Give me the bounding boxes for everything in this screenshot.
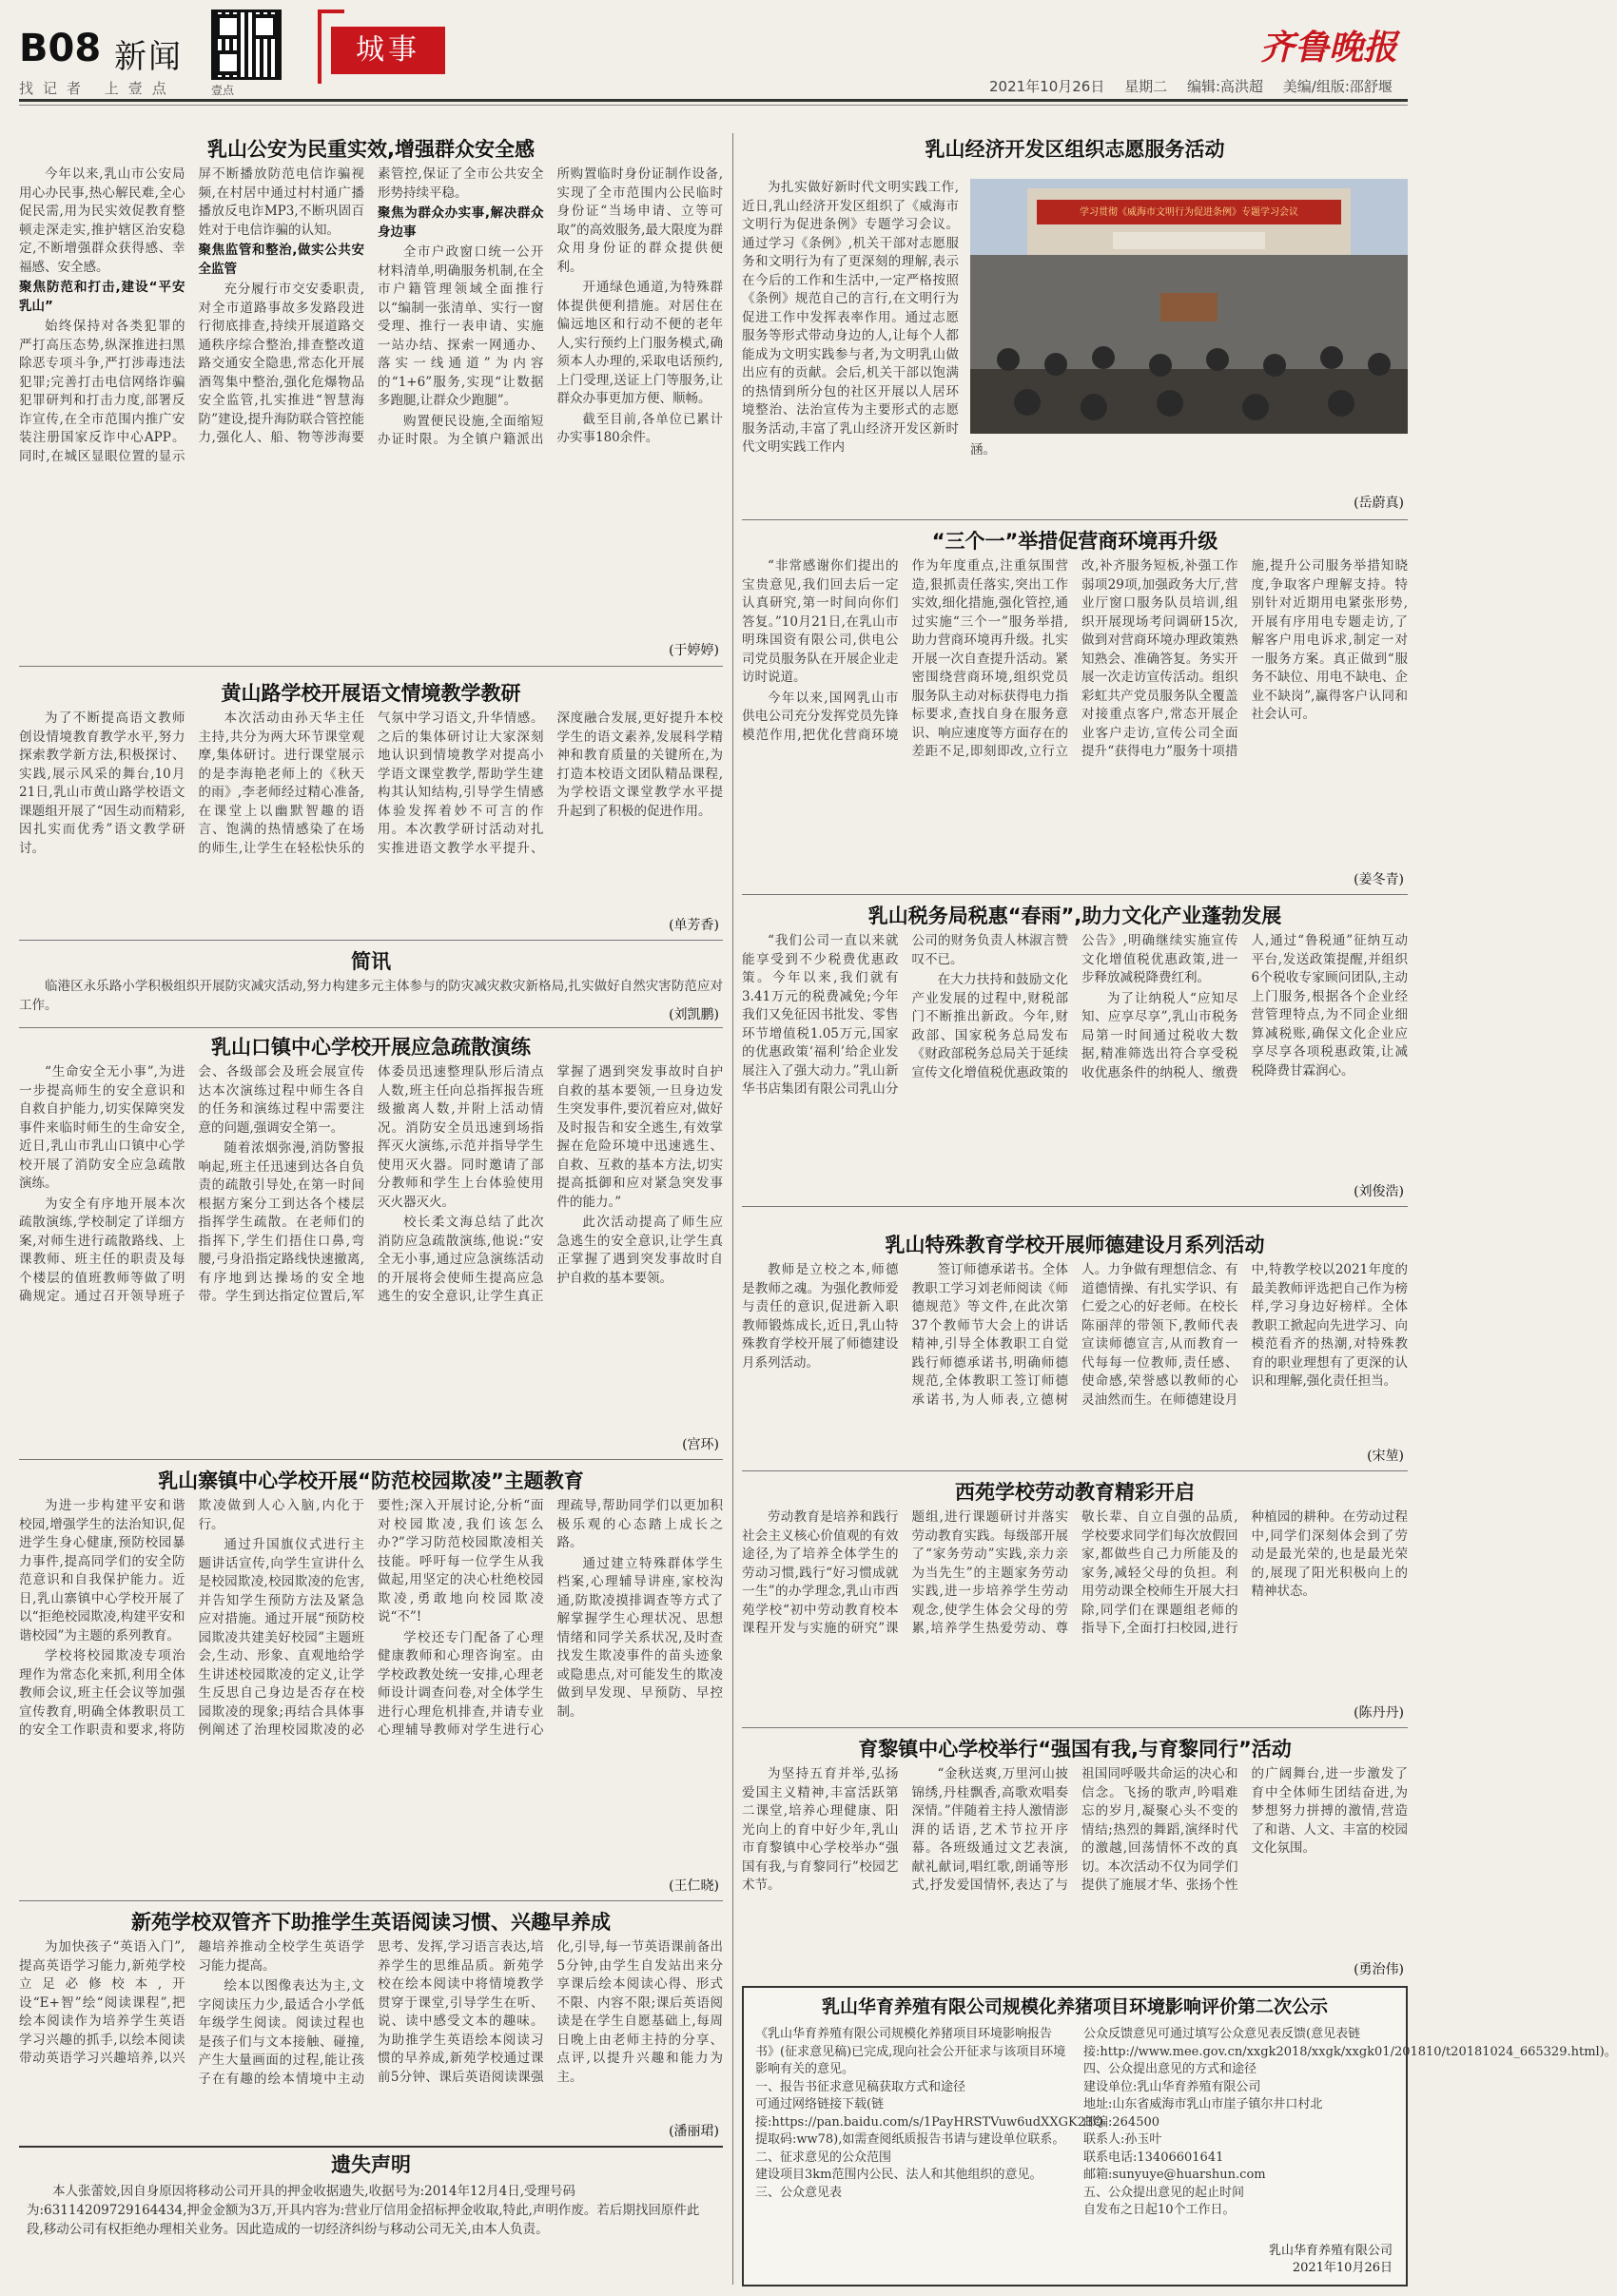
article-subheading: 聚焦为群众办实事,解决群众身边事 bbox=[378, 205, 544, 240]
public-notice-line: 建设单位:乳山华育养殖有限公司 bbox=[1083, 2079, 1261, 2094]
article-title: 乳山公安为民重实效,增强群众安全感 bbox=[207, 138, 535, 161]
public-notice-line: 自发布之日起10个工作日。 bbox=[1083, 2203, 1236, 2217]
article-body bbox=[19, 978, 723, 1018]
public-notice-line: 建设项目3km范围内公民、法人和其他组织的意见。 bbox=[755, 2168, 1042, 2182]
article-byline: (刘俊浩) bbox=[1348, 1181, 1404, 1200]
article-subheading: 聚焦防范和打击,建设“平安乳山” bbox=[19, 280, 185, 314]
public-notice-body bbox=[744, 2026, 1617, 2239]
article-paragraph: 教师是立校之本,师德是教师之魂。为强化教师爱与责任的意识,促进新入职教师锻炼成长,近日,乳山特殊教育学校开展了师德建设月系列活动。 bbox=[742, 1262, 899, 1371]
issue-date: 2021年10月26日 bbox=[989, 78, 1105, 95]
article-paragraph: 截至目前,各单位已累计办实事180余件。 bbox=[556, 411, 723, 445]
article-paragraph: “非常感谢你们提出的宝贵意见,我们回去后一定认真研究,第一时间向你们答复。”10月21日,在乳山市明珠国资有限公司,供电公司党员服务队在开展企业走访时说道。 bbox=[742, 558, 899, 685]
lost-notice-text: 本人张蕾姣,因自身原因将移动公司开具的押金收据遗失,收据号为:2014年12月4日,受理号码为:63114209729164434,押金金额为3万,开具内容为:营业厅信用金招标押金收取,特此,声明作废。若后期找回原件此段,移动公司有权拒绝办理相关业务。因此造成的一切经济纠纷与移动公司无关,由本人负责。 bbox=[27, 2184, 700, 2237]
divider bbox=[742, 1727, 1408, 1728]
public-notice-line: 联系电话:13406601641 bbox=[1083, 2150, 1224, 2165]
column-divider bbox=[732, 133, 733, 2285]
article-paragraph: 本次活动由孙天华主任主持,共分为两大环节课堂观摩,集体研讨。进行课堂展示的是李海艳老师上的《秋天的雨》,李老师经过精心准备,在课堂上以幽默智趣的语言、饱满的热情感染了在场的师生,让学生在轻松快乐的气氛中学习语文,升华情感。之后的集体研讨让大家深刻地认识到情境教学对提高小学语文课堂教学,帮助学生建构其认知结构,引导学生情感体验发挥着妙不可言的作用。本次教学研讨活动对扎实推进语文教学水平提升、深度融合发展,更好提升本校学生的语文素养,发展科学精神和教育质量的关键所在,为打造本校语文团队精品课程,为学校语文课堂教学水平提升起到了积极的促进作用。 bbox=[198, 710, 723, 856]
article-byline: (刘凯鹏) bbox=[663, 1004, 719, 1023]
article-body-continued bbox=[970, 441, 1408, 512]
lost-notice-title: 遗失声明 bbox=[331, 2153, 411, 2176]
public-notice-line: 三、公众意见表 bbox=[755, 2185, 843, 2200]
lost-notice bbox=[19, 2146, 723, 2290]
divider bbox=[19, 940, 723, 941]
article-title: 乳山经济开发区组织志愿服务活动 bbox=[925, 138, 1225, 161]
divider bbox=[742, 1206, 1408, 1207]
article-paragraph: 为安全有序地开展本次疏散演练,学校制定了详细方案,对师生进行疏散路线、上课教师、班主任的职责及每个楼层的值班教师等做了明确规定。通过召开领导班子会、各级部会及班会展宣传达本次演练过程中师生各自的任务和演练过程中需要注意的问题,强调安全第一。 bbox=[19, 1064, 364, 1304]
article-body bbox=[19, 165, 723, 655]
article bbox=[19, 1031, 723, 1455]
article-byline: (姜冬青) bbox=[1348, 869, 1404, 888]
article-byline: (宋堃) bbox=[1361, 1446, 1404, 1465]
article-paragraph: 始终保持对各类犯罪的严打高压态势,纵深推进扫黑除恶专项斗争,严打涉毒违法犯罪;完善打击电信网络诈骗犯罪研判和打击力度,部署反诈宣传,在全市范围内推广安装注册国家反诈中心APP。同时,在城区显眼位置的显示屏不断播放防范电信诈骗视频,在村居中通过村村通广播播放反电诈MP3,不断巩固百姓对于电信诈骗的认知。 bbox=[19, 166, 364, 464]
article-title: 简讯 bbox=[351, 950, 391, 973]
article-paragraph: 为坚持五育并举,弘扬爱国主义精神,丰富活跃第二课堂,培养心理健康、阳光向上的育中好少年,乳山市育黎镇中心学校举办“强国有我,与育黎同行”校园艺术节。 bbox=[742, 1766, 899, 1893]
public-notice-line: 四、公众提出意见的方式和途径 bbox=[1083, 2062, 1257, 2076]
qr-code-icon bbox=[211, 10, 282, 80]
article-body bbox=[742, 1508, 1408, 1718]
public-notice-signer: 乳山华育养殖有限公司 bbox=[1268, 2244, 1393, 2258]
article-title: 乳山口镇中心学校开展应急疏散演练 bbox=[211, 1036, 531, 1059]
public-notice-line: 地址:山东省威海市乳山市崖子镇尔井口村北 bbox=[1083, 2097, 1323, 2111]
article bbox=[742, 1733, 1408, 1980]
article-byline: (勇治伟) bbox=[1348, 1959, 1404, 1978]
article-paragraph: 今年以来,乳山市公安局用心办民事,热心解民难,全心促民需,用为民实效促教育整顿走深走实,推护辖区治安稳定,不断增强群众获得感、幸福感、安全感。 bbox=[19, 166, 185, 275]
article-paragraph: 充分履行市交安委职责,对全市道路事故多发路段进行彻底排查,持续开展道路交通秩序综合整治,排查整改道路交通安全隐患,常态化开展酒驾集中整治,强化危爆物品安全监管,扎实推进“智慧海防”建设,提升海防联合管控能力,强化人、船、物等涉海要素管控,保证了全市公共安全形势持续平稳。 bbox=[198, 166, 544, 445]
article-paragraph: 开通绿色通道,为特殊群体提供便利措施。对居住在偏远地区和行动不便的老年人,实行预约上门服务模式,确须本人办理的,采取电话预约,上门受理,送证上门等服务,让群众办事更加方便、顺畅。 bbox=[556, 280, 723, 406]
article-title: 西苑学校劳动教育精彩开启 bbox=[955, 1481, 1195, 1504]
divider bbox=[19, 1900, 723, 1901]
article-title: “三个一”举措促营商环境再升级 bbox=[931, 530, 1218, 553]
article bbox=[742, 1229, 1408, 1467]
article-paragraph: 在大力扶持和鼓励文化产业发展的过程中,财税部门不断推出新政。今年,财政部、国家税务总局发布《财政部税务总局关于延续宣传文化增值税优惠政策的公告》,明确继续实施宣传文化增值税优惠政策,进一步释放减税降费红利。 bbox=[911, 933, 1238, 1080]
article bbox=[19, 945, 723, 1025]
header-meta bbox=[989, 76, 1408, 96]
article-paragraph: 校长柔文海总结了此次消防应急疏散演练,他说:“安全无小事,通过应急演练活动的开展将会使师生提高应急逃生的安全意识,让学生真正掌握了遇到突发事故时自护自救的基本要领,一旦身边发生突发事件,要沉着应对,做好及时报告和安全逃生,有效掌握在危险环境中迅速逃生、自救、互救的基本方法,切实提高抵御和应对紧急突发事件的能力。” bbox=[378, 1064, 723, 1304]
article-paragraph: 随着浓烟弥漫,消防警报响起,班主任迅速到达各自负责的疏散引导处,在第一时间根据方案分工到达各个楼层指挥学生疏散。在老师们的指挥下,学生们捂住口鼻,弯腰,弓身沿指定路线快速撤离,有序地到达操场的安全地带。学生到达指定位置后,军体委员迅速整理队形后清点人数,班主任向总指挥报告班级撤离人数,并附上活动情况。消防安全员迅速到场指挥灭火演练,示范并指导学生使用灭火器。同时邀请了部分教师和学生上台体验使用灭火器灭火。 bbox=[198, 1064, 544, 1304]
article-byline: (单芳香) bbox=[663, 915, 719, 934]
article-paragraph: 此次活动提高了师生应急逃生的安全意识,让学生真正掌握了遇到突发事故时自护自救的基本要领。 bbox=[556, 1215, 723, 1286]
article-body bbox=[742, 179, 959, 512]
article-paragraph: 劳动教育是培养和践行社会主义核心价值观的有效途径,为了培养全体学生的劳动习惯,践行“好习惯成就一生”的办学理念,乳山市西苑学校“初中劳动教育校本课程开发与实施的研究”课题组,进行课题研讨并落实劳动教育实践。每级部开展了“家务劳动”实践,亲力亲为当先生”的主题家务劳动实践,进一步培养学生劳动观念,使学生体会父母的劳累,培养学生热爱劳动、尊敬长辈、自立自强的品质,学校要求同学们每次放假回家,都做些自己力所能及的家务,减轻父母的负担。利用劳动课全校师生开展大扫除,同学们在课题组老师的指导下,全面打扫校园,进行种植园的耕种。在劳动过程中,同学们深刻体会到了劳动是最光荣的,也是最光荣的,展现了阳光积极向上的精神状态。 bbox=[742, 1509, 1408, 1636]
article-body bbox=[19, 1497, 723, 1889]
article-paragraph: 绘本以图像表达为主,文字阅读压力少,最适合小学低年级学生阅读。阅读过程也是孩子们与文本接触、碰撞,产生大量画面的过程,能让孩子在有趣的绘本情境中主动思考、发挥,学习语言表达,培养学生的思维品质。新苑学校在绘本阅读中将情境教学贯穿于课堂,引导学生在听、说、读中感受文本的趣味。为助推学生英语绘本阅读习惯的早养成,新苑学校通过课前5分钟、课后英语阅读课强化,引导,每一节英语课前备出5分钟,由学生自发站出来分享课后绘本阅读心得、形式不限、内容不限;课后英语阅读是在学生自愿基础上,每周日晚上由老师主持的分享、点评,以提升兴趣和能力为主。 bbox=[198, 1939, 723, 2087]
article-title: 乳山特殊教育学校开展师德建设月系列活动 bbox=[885, 1234, 1265, 1256]
public-notice-line: 一、报告书征求意见稿获取方式和途径 bbox=[755, 2079, 966, 2094]
article-paragraph: 购置便民设施,全面缩短办证时限。为全镇户籍派出所购置临时身份证制作设备,实现了全市范围内公民临时身份证“当场申请、立等可取”的高效服务,最大限度为群众用身份证的群众提供便利。 bbox=[378, 166, 723, 447]
public-notice-line: 五、公众提出意见的起止时间 bbox=[1083, 2185, 1245, 2200]
public-notice-box bbox=[742, 1986, 1617, 2286]
article-body bbox=[19, 710, 723, 930]
article bbox=[742, 525, 1408, 890]
event-photo bbox=[970, 179, 1408, 434]
article bbox=[19, 677, 723, 936]
article-paragraph: 学校还专门配备了心理健康教师和心理咨询室。由学校政教处统一安排,心理老师设计调查问卷,对全体学生进行心理危机排查,并请专业心理辅导教师对学生进行心理疏导,帮助同学们以更加积极乐观的心态踏上成长之路。 bbox=[378, 1498, 723, 1738]
article-title: 育黎镇中心学校举行“强国有我,与育黎同行”活动 bbox=[858, 1738, 1292, 1761]
article-paragraph: 为了让纳税人“应知尽知、应享尽享”,乳山市税务局第一时间通过税收大数据,精准筛选出符合享受税收优惠条件的纳税人、缴费人,通过“鲁税通”征纳互动平台,发送政策提醒,并组织6个税收专家顾问团队,主动上门服务,根据各个企业经营管理特点,为不同企业细算减税账,确保文化企业应享尽享各项税惠政策,让减税降费甘霖润心。 bbox=[1081, 933, 1408, 1080]
public-notice-line: 邮箱:sunyuye@huarshun.com bbox=[1083, 2168, 1266, 2182]
article-byline: (岳蔚真) bbox=[1348, 493, 1404, 512]
article-paragraph: “我们公司一直以来就能享受到不少税费优惠政策。今年以来,我们就有3.41万元的税费减免;今年我们又免征因书批发、零售环节增值税1.05万元,国家的优惠政策‘福利’给企业发展注入了强大动力。”乳山新华书店集团有限公司乳山分公司的财务负责人林淑言赞叹不已。 bbox=[742, 933, 1068, 1097]
article-byline: (陈丹丹) bbox=[1348, 1703, 1404, 1722]
public-notice-line: 可通过网络链接下载(链接:https://pan.baidu.com/s/1PayHRSTVuw6udXXGK23Q提取码:ww78),如需查阅纸质报告书请与建设单位联系。 bbox=[755, 2097, 1103, 2147]
article bbox=[742, 133, 1408, 514]
slogan: 找记者 上壹点 bbox=[19, 80, 176, 97]
divider bbox=[19, 1459, 723, 1460]
public-notice-line: 《乳山华育养殖有限公司规模化养猪项目环境影响报告书》(征求意见稿)已完成,现向社会公开征求与该项目环境影响有关的意见。 bbox=[755, 2027, 1066, 2076]
article bbox=[19, 1906, 723, 2142]
article bbox=[19, 133, 723, 661]
article-title: 新苑学校双管齐下助推学生英语阅读习惯、兴趣早养成 bbox=[131, 1911, 611, 1934]
page-number: B08 bbox=[19, 27, 102, 70]
divider bbox=[19, 1027, 723, 1028]
article-paragraph: “生命安全无小事”,为进一步提高师生的安全意识和自救自护能力,切实保障突发事件来临时师生的生命安全,近日,乳山市乳山口镇中心学校开展了消防安全应急疏散演练。 bbox=[19, 1064, 185, 1191]
article-byline: (潘丽珺) bbox=[663, 2121, 719, 2140]
issue-weekday: 星期二 bbox=[1124, 78, 1168, 95]
public-notice-date: 2021年10月26日 bbox=[1292, 2261, 1393, 2275]
header-rule bbox=[19, 99, 1408, 102]
article-paragraph: 全市户政窗口统一公开材料清单,明确服务机制,在全市户籍管理领域全面推行以“编制一张清单、实行一窗受理、推行一表申请、实施一站办结、探索一网通办、落实一线通道”为内容的“1+6”服务,实现“让数据多跑腿,让群众少跑腿”。 bbox=[378, 244, 544, 408]
editor: 编辑:高洪超 bbox=[1186, 78, 1263, 95]
article-body bbox=[19, 1063, 723, 1448]
public-notice-line: 公众反馈意见可通过填写公众意见表反馈(意见表链接:http://www.mee.gov.cn/xxgk2018/xxgk/xxgk01/201810/t20181024_665329.html)。 bbox=[1083, 2027, 1617, 2059]
qr-label: 壹点 bbox=[211, 84, 235, 97]
page-header bbox=[0, 0, 1427, 103]
article-paragraph: 通过升国旗仪式进行主题讲话宣传,向学生宣讲什么是校园欺凌,校园欺凌的危害,并告知学生预防方法及紧急应对措施。通过开展“预防校园欺凌共建美好校园”主题班会,生动、形象、直观地给学生讲述校园欺凌的定义,让学生反思自己身边是否存在校园欺凌的现象;再结合具体事例阐述了治理校园欺凌的必要性;深入开展讨论,分析“面对校园欺凌,我们该怎么办?”学习防范校园欺凌相关技能。呼吁每一位学生从我做起,用坚定的决心杜绝校园欺凌,勇敢地向校园欺凌说“不”! bbox=[198, 1498, 544, 1738]
article-body bbox=[742, 557, 1408, 885]
section-tab: 城事 bbox=[331, 27, 445, 74]
article bbox=[19, 1465, 723, 1897]
article-byline: (宫环) bbox=[676, 1434, 719, 1453]
article-title: 乳山寨镇中心学校开展“防范校园欺凌”主题教育 bbox=[158, 1469, 584, 1492]
newspaper-logo: 齐鲁晚报 bbox=[1260, 28, 1398, 68]
article-paragraph: “金秋送爽,万里河山披锦绣,丹桂飘香,高歌欢唱奏深情。”伴随着主持人激情澎湃的话语,艺术节拉开序幕。各班级通过文艺表演,献礼献词,唱红歌,朗诵等形式,抒发爱国情怀,表达了与祖国同呼吸共命运的决心和信念。飞扬的歌声,吟唱难忘的岁月,凝聚心头不变的情结;热烈的舞蹈,演绎时代的激越,回荡情怀不改的真切。本次活动不仅为同学们提供了施展才华、张扬个性的广阔舞台,进一步激发了育中全体师生团结奋进,为梦想努力拼搏的激情,营造了和谐、人文、丰富的校园文化氛围。 bbox=[911, 1766, 1408, 1893]
article-paragraph: 为进一步构建平安和谐校园,增强学生的法治知识,促进学生身心健康,预防校园暴力事件,提高同学们的安全防范意识和自我保护能力。近日,乳山寨镇中心学校开展了以“拒绝校园欺凌,构建平安和谐校园”为主题的系列教育。 bbox=[19, 1498, 185, 1644]
article-title: 黄山路学校开展语文情境教学教研 bbox=[221, 682, 521, 705]
photo-banner-text: 学习贯彻《威海市文明行为促进条例》专题学习会议 bbox=[1080, 207, 1298, 218]
section-name: 新闻 bbox=[114, 38, 183, 76]
divider bbox=[19, 666, 723, 667]
article-body bbox=[742, 1765, 1408, 1975]
article-paragraph: 为加快孩子“英语入门”,提高英语学习能力,新苑学校立足必修校本,开设“E+智”绘“阅读课程”,把绘本阅读作为培养学生英语学习兴趣的抓手,以绘本阅读带动英语学习兴趣培养,以兴趣培养推动全校学生英语学习能力提高。 bbox=[19, 1939, 364, 2066]
article-paragraph-continued: 涵。 bbox=[970, 442, 996, 457]
article bbox=[742, 1476, 1408, 1723]
public-notice-line: 二、征求意见的公众范围 bbox=[755, 2150, 892, 2165]
article-paragraph: 临港区永乐路小学积极组织开展防灾减灾活动,努力构建多元主体参与的防灾减灾救灾新格局,扎实做好自然灾害防范应对工作。 bbox=[19, 979, 723, 1013]
divider bbox=[742, 894, 1408, 895]
article-paragraph: 签订师德承诺书。全体教职工学习刘老师阅读《师德规范》等文件,在此次第37个教师节大会上的讲话精神,引导全体教职工自觉践行师德承诺书,明确师德规范,全体教职工签订师德承诺书,为人师表,立德树人。力争做有理想信念、有道德情操、有扎实学识、有仁爱之心的好老师。在校长陈丽萍的带领下,教师代表宣读师德宣言,从而教育一代每每一位教师,责任感、使命感,荣誉感以教师的心灵油然而生。在师德建设月中,特教学校以2021年度的最美教师评选把自己作为榜样,学习身边好榜样。全体教职工掀起向先进学习、向模范看齐的热潮,对特殊教育的职业理想有了更深的认识和理解,强化责任担当。 bbox=[911, 1262, 1408, 1408]
header-rule-thin bbox=[19, 105, 1408, 106]
article-subheading: 聚焦监管和整治,做实公共安全监管 bbox=[198, 243, 364, 277]
public-notice-line: 邮编:264500 bbox=[1083, 2114, 1160, 2130]
article-paragraph: 为了不断提高语文教师创设情境教育教学水平,努力探索教学新方法,积极探讨、实践,展示风采的舞台,10月21日,乳山市黄山路学校语文课题组开展了“因生动而精彩,因扎实而优秀”语文教学研讨。 bbox=[19, 710, 185, 856]
article-paragraph: 学校将校园欺凌专项治理作为常态化来抓,利用全体教师会议,班主任会议等加强宣传教育,明确全体教职员工的安全工作职责和要求,将防欺凌做到人心入脑,内化于行。 bbox=[19, 1498, 364, 1738]
divider bbox=[742, 519, 1408, 520]
article-byline: (于婷婷) bbox=[663, 640, 719, 659]
article-body bbox=[19, 1938, 723, 2134]
designer: 美编/组版:邵舒堰 bbox=[1282, 78, 1393, 95]
article-body bbox=[742, 1261, 1408, 1461]
article-paragraph: 为扎实做好新时代文明实践工作,近日,乳山经济开发区组织了《威海市文明行为促进条例》专题学习会议。通过学习《条例》,机关干部对志愿服务和文明行为有了更深刻的理解,表示在今后的工作和生活中,一定严格按照《条例》规范自己的言行,在文明行为促进工作中发挥表率作用。通过志愿服务等形式带动身边的人,让每个人都能成为文明实践参与者,为文明乳山做出应有的贡献。会后,机关干部以饱满的热情到所分包的社区开展以人居环境整治、法治宣传为主要形式的志愿服务活动,丰富了乳山经济开发区新时代文明实践工作内 bbox=[742, 180, 959, 455]
article-body bbox=[742, 932, 1408, 1197]
article-paragraph: 今年以来,国网乳山市供电公司充分发挥党员先锋模范作用,把优化营商环境作为年度重点,注重氛围营造,狠抓责任落实,突出工作实效,细化措施,强化管控,通过实施“三个一”服务举措,助力营商环境再升级。扎实开展一次自查提升活动。紧密围绕营商环境,组织党员服务队主动对标获得电力指标要求,查找自身在服务意识、响应速度等方面存在的差距不足,即刻即改,立行立改,补齐服务短板,补强工作弱项29项,加强政务大厅,营业厅窗口服务队员培训,组织开展现场考问调研15次,做到对营商环境办理政策熟知熟会、准确答复。务实开展一次走访宣传活动。组织彩虹共产党员服务队全覆盖对接重点客户,常态开展企业客户走访,宣传公司全面提升“获得电力”服务十项措施,提升公司服务举措知晓度,争取客户理解支持。特别针对近期用电紧张形势,开展有序用电专题走访,了解客户用电诉求,制定一对一服务方案。真正做到“服务不缺位、用电不缺电、企业不缺岗”,赢得客户认同和社会认可。 bbox=[742, 558, 1408, 759]
divider bbox=[742, 1470, 1408, 1471]
article bbox=[742, 900, 1408, 1202]
public-notice-line: 联系人:孙玉叶 bbox=[1083, 2132, 1162, 2147]
article-title: 乳山税务局税惠“春雨”,助力文化产业蓬勃发展 bbox=[867, 905, 1282, 927]
article-byline: (王仁晓) bbox=[663, 1876, 719, 1895]
public-notice-title: 乳山华育养殖有限公司规模化养猪项目环境影响评价第二次公示 bbox=[821, 1996, 1328, 2017]
article-paragraph: 通过建立特殊群体学生档案,心理辅导讲座,家校沟通,防欺凌摸排调查等方式了解掌握学生心理状况、思想情绪和同学关系状况,及时查找发生欺凌事件的苗头迹象或隐患点,对可能发生的欺凌做到早发现、早预防、早控制。 bbox=[556, 1555, 723, 1720]
public-notice-signature bbox=[1269, 2243, 1393, 2277]
